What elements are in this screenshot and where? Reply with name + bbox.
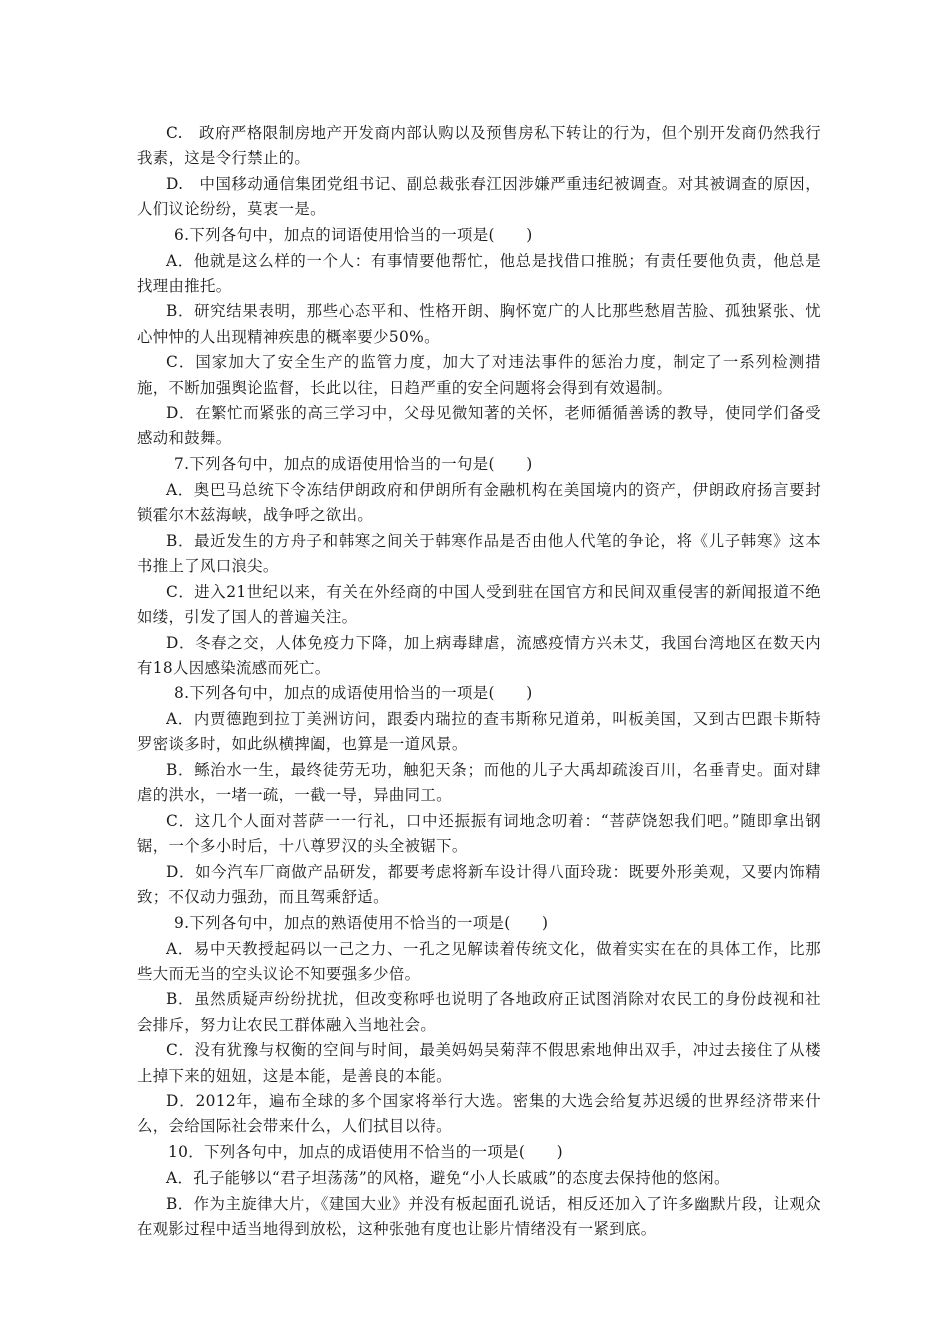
question-9: 9.下列各句中，加点的熟语使用不恰当的一项是( ) (174, 913, 549, 932)
option-6b: B．研究结果表明，那些心态平和、性格开朗、胸怀宽广的人比那些愁眉苦脸、孤独紧张、忧心忡忡的人出现精神疾患的概率要少50%。 (137, 302, 821, 346)
option-9c: C．没有犹豫与权衡的空间与时间，最美妈妈吴菊萍不假思索地伸出双手，冲过去接住了从楼上掉下来的妞妞，这是本能，是善良的本能。 (137, 1041, 821, 1085)
question-7: 7.下列各句中，加点的成语使用恰当的一句是( ) (174, 455, 533, 474)
option-9a: A．易中天教授起码以一己之力、一孔之见解读着传统文化，做着实实在在的具体工作，比那些大而无当的空头议论不知要强多少倍。 (137, 939, 821, 983)
option-7d: D．冬春之交，人体免疫力下降，加上病毒肆虐，流感疫情方兴未艾，我国台湾地区在数天内有18人因感染流感而死亡。 (137, 633, 821, 677)
question-10: 10．下列各句中，加点的成语使用不恰当的一项是( ) (168, 1143, 564, 1162)
option-7b: B．最近发生的方舟子和韩寒之间关于韩寒作品是否由他人代笔的争论，将《儿子韩寒》这本书推上了风口浪尖。 (137, 531, 821, 575)
option-8d: D．如今汽车厂商做产品研发，都要考虑将新车设计得八面玲珑：既要外形美观，又要内饰精致；不仅动力强劲，而且驾乘舒适。 (137, 862, 821, 907)
question-8: 8.下列各句中，加点的成语使用恰当的一项是( ) (174, 684, 533, 703)
option-5d: D. 中国移动通信集团党组书记、副总裁张春江因涉嫌严重违纪被调查。对其被调查的原因，人们议论纷纷，莫衷一是。 (137, 174, 821, 219)
option-6d: D．在繁忙而紧张的高三学习中，父母见微知著的关怀，老师循循善诱的教导，使同学们备受感动和鼓舞。 (137, 404, 821, 448)
option-10b: B．作为主旋律大片，《建国大业》并没有板起面孔说话，相反还加入了许多幽默片段，让观众在观影过程中适当地得到放松，这种张弛有度也让影片情绪没有一紧到底。 (137, 1194, 821, 1238)
option-6a: A．他就是这么样的一个人：有事情要他帮忙，他总是找借口推脱；有责任要他负责，他总是找理由推托。 (137, 251, 821, 295)
option-8b: B．鲧治水一生，最终徒劳无功，触犯天条；而他的儿子大禹却疏浚百川，名垂青史。面对肆虐的洪水，一堵一疏，一截一导，异曲同工。 (137, 761, 821, 805)
option-10a: A．孔子能够以“君子坦荡荡”的风格，避免“小人长戚戚”的态度去保持他的悠闲。 (166, 1168, 730, 1187)
option-9b: B．虽然质疑声纷纷扰扰，但改变称呼也说明了各地政府正试图消除对农民工的身份歧视和社会排斥，努力让农民工群体融入当地社会。 (137, 990, 821, 1034)
option-8c: C．这几个人面对菩萨一一行礼，口中还振振有词地念叨着：“菩萨饶恕我们吧。”随即拿出钢锯，一个多小时后，十八尊罗汉的头全被锯下。 (137, 811, 821, 856)
option-9d: D．2012年，遍布全球的多个国家将举行大选。密集的大选会给复苏迟缓的世界经济带来什么，会给国际社会带来什么，人们拭目以待。 (137, 1092, 821, 1136)
option-7c: C．进入21世纪以来，有关在外经商的中国人受到驻在国官方和民间双重侵害的新闻报道不绝如缕，引发了国人的普遍关注。 (137, 582, 821, 626)
option-7a: A．奥巴马总统下令冻结伊朗政府和伊朗所有金融机构在美国境内的资产，伊朗政府扬言要封锁霍尔木兹海峡，战争呼之欲出。 (137, 480, 821, 525)
option-5c: C. 政府严格限制房地产开发商内部认购以及预售房私下转让的行为，但个别开发商仍然我行我素，这是令行禁止的。 (137, 124, 821, 168)
option-8a: A．内贾德跑到拉丁美洲访问，跟委内瑞拉的查韦斯称兄道弟，叫板美国，又到古巴跟卡斯特罗密谈多时，如此纵横捭阖，也算是一道风景。 (137, 710, 821, 754)
document-body (137, 121, 821, 1242)
question-6: 6.下列各句中，加点的词语使用恰当的一项是( ) (174, 225, 533, 244)
option-6c: C．国家加大了安全生产的监管力度，加大了对违法事件的惩治力度，制定了一系列检测措施，不断加强舆论监督，长此以往，日趋严重的安全问题将会得到有效遏制。 (137, 353, 821, 397)
